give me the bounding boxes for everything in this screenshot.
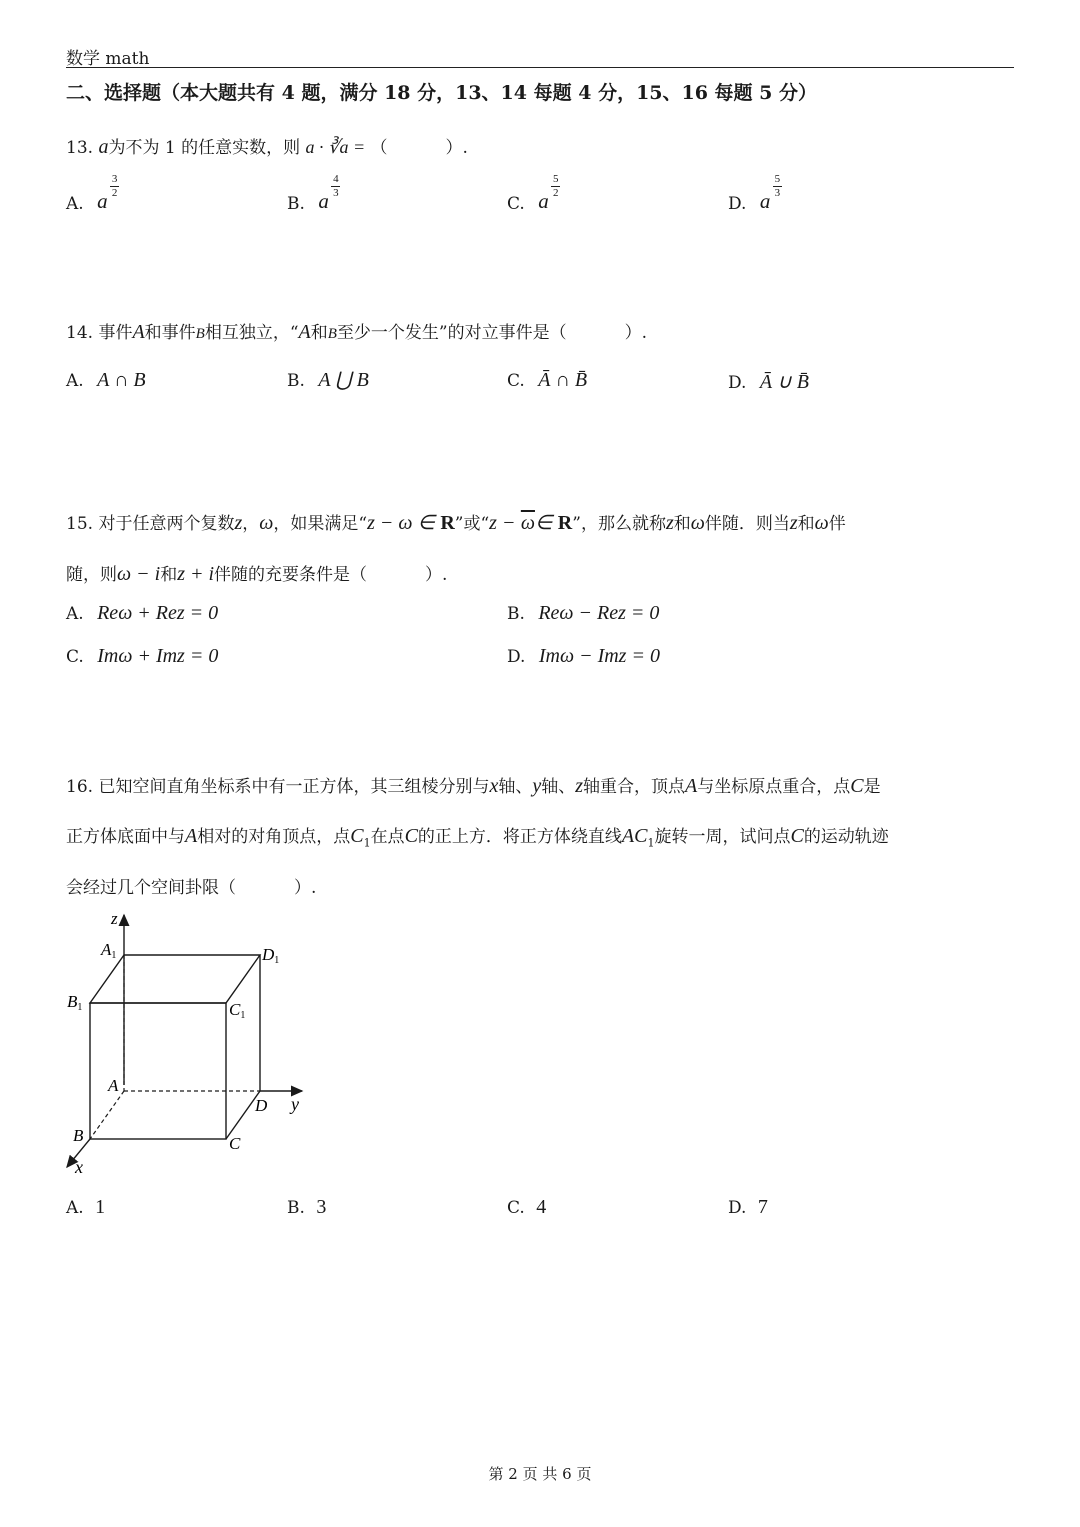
label-C1: C1 [229, 1000, 246, 1021]
question-text: 轴、 [498, 777, 533, 797]
question-text: 和 [673, 514, 691, 534]
label-B1: B1 [67, 992, 83, 1013]
question-text: 相对的对角顶点，点 [197, 827, 351, 847]
label-D: D [255, 1096, 268, 1115]
question-text: 轴、 [541, 777, 576, 797]
question-text: 与坐标原点重合，点 [697, 777, 851, 797]
math-var: C [850, 775, 864, 797]
question-15-line1 [66, 509, 846, 535]
math-var: z [234, 512, 243, 534]
math-var: ω [690, 512, 705, 534]
complex-expr: Reω + Rez = 0 [97, 602, 219, 624]
math-var: ω [814, 512, 829, 534]
complex-expr: Imω + Imz = 0 [97, 645, 219, 667]
math-var: z [575, 775, 584, 797]
math-var: x [489, 775, 499, 797]
power-expr: a 3 2 [97, 173, 118, 213]
option-label: D. [728, 373, 747, 393]
math-var: y [532, 775, 542, 797]
question-text: 正方体底面中与 [66, 827, 185, 847]
question-text: 轴重合，顶点 [583, 777, 686, 797]
math-var: a [98, 136, 109, 158]
option-a[interactable] [66, 1196, 105, 1219]
option-label: C. [507, 1198, 525, 1218]
subscript: 1 [363, 836, 371, 850]
math-expr: z + i [177, 563, 215, 585]
question-number: 14. [66, 323, 94, 343]
real-set: R [557, 512, 573, 534]
option-value: 3 [316, 1196, 327, 1218]
section-title: 二、选择题（本大题共有 4 题，满分 18 分，13、14 每题 4 分，15、16 每题 5 分） [66, 82, 818, 104]
option-d[interactable] [728, 173, 782, 214]
question-text: 旋转一周，试问点 [654, 827, 791, 847]
math-var: C [404, 825, 418, 847]
paren-open: （ [370, 138, 388, 158]
paren-close: ）. [445, 138, 468, 158]
option-label: D. [507, 647, 526, 667]
label-D1: D1 [262, 945, 280, 966]
paren-close: ）. [425, 565, 448, 585]
question-text: 伴随的充要条件是（ [214, 565, 368, 585]
option-c[interactable] [66, 645, 218, 668]
question-15-line2 [66, 560, 447, 586]
question-text: 伴 [828, 514, 846, 534]
option-label: A. [66, 194, 84, 214]
subscript: 1 [647, 836, 655, 850]
label-C: C [229, 1134, 241, 1153]
math-var: A [685, 775, 698, 797]
math-var: B [195, 326, 205, 342]
label-A: A [108, 1076, 119, 1095]
complex-expr: Imω − Imz = 0 [538, 645, 660, 667]
question-text: 至少一个发生”的对立事件是（ [336, 323, 567, 343]
power-expr: a 5 2 [538, 173, 559, 213]
option-label: D. [728, 1198, 747, 1218]
math-expr: z − ω ∈ [367, 512, 435, 534]
label-x: x [75, 1157, 83, 1177]
question-text: 和 [797, 514, 815, 534]
math-var: C [350, 825, 364, 847]
question-13 [66, 133, 468, 159]
question-text: 的正上方．将正方体绕直线 [417, 827, 622, 847]
paren-close: ）. [624, 323, 648, 343]
math-var: C [790, 825, 804, 847]
option-label: B. [287, 194, 305, 214]
option-label: A. [66, 604, 84, 624]
math-var: A [132, 321, 145, 343]
math-var: z [665, 512, 674, 534]
option-b[interactable] [287, 1196, 326, 1219]
option-d[interactable] [507, 645, 660, 668]
option-d[interactable] [728, 369, 809, 394]
real-set: R [440, 512, 455, 534]
option-label: C. [507, 371, 525, 391]
question-16-line3 [66, 873, 316, 898]
option-a[interactable] [66, 369, 146, 392]
math-var: A [185, 825, 198, 847]
question-text: 和 [310, 323, 328, 343]
option-a[interactable] [66, 602, 218, 625]
paren-close: ）. [294, 878, 317, 898]
label-B: B [73, 1126, 84, 1145]
question-text: 会经过几个空间卦限（ [66, 878, 236, 898]
label-z: z [111, 909, 118, 928]
option-c[interactable] [507, 369, 587, 392]
option-b[interactable] [507, 602, 659, 625]
punct: ， [242, 514, 260, 534]
question-text: 事件 [98, 323, 133, 343]
question-text: ，如果满足“ [273, 514, 368, 534]
set-expr: A ∩ B [97, 369, 146, 391]
option-label: B. [507, 604, 525, 624]
option-label: A. [66, 371, 84, 391]
option-b[interactable] [287, 367, 369, 392]
option-d[interactable] [728, 1196, 768, 1219]
option-a[interactable] [66, 173, 119, 214]
option-label: C. [66, 647, 84, 667]
page-header: 数学 math [66, 49, 150, 69]
label-A1: A1 [101, 940, 117, 961]
math-var: B [327, 326, 337, 342]
question-text: 相互独立，“ [204, 323, 299, 343]
question-text: ”或“ [454, 514, 490, 534]
question-text: 随，则 [66, 565, 117, 585]
question-text: 为不为 1 的任意实数，则 [108, 138, 301, 158]
power-expr: a 4 3 [318, 173, 339, 213]
question-text: 对于任意两个复数 [98, 514, 235, 534]
question-number: 13. [66, 138, 94, 158]
page-footer: 第 2 页 共 6 页 [488, 1465, 592, 1483]
complex-expr: Reω − Rez = 0 [538, 602, 660, 624]
option-value: 7 [757, 1196, 768, 1218]
question-text: ”，那么就称 [572, 514, 666, 534]
option-label: A. [66, 1198, 84, 1218]
option-value: 1 [95, 1196, 106, 1218]
math-expr: a · ∛a = [305, 137, 366, 157]
math-var: ω [259, 512, 274, 534]
question-text: 和 [160, 565, 178, 585]
header-divider [66, 67, 1014, 68]
math-var: A [298, 321, 311, 343]
math-var: z [789, 512, 798, 534]
math-var: AC [621, 825, 648, 847]
question-text: 已知空间直角坐标系中有一正方体，其三组棱分别与 [98, 777, 490, 797]
option-label: D. [728, 194, 747, 214]
question-text: 在点 [370, 827, 405, 847]
option-label: C. [507, 194, 525, 214]
math-expr: z − [489, 512, 516, 534]
question-text: 是 [863, 777, 881, 797]
option-c[interactable] [507, 173, 560, 214]
set-expr: Ā ∩ B̄ [538, 369, 588, 391]
math-expr: ∈ [534, 512, 553, 534]
cube-figure [55, 905, 315, 1180]
option-value: 4 [536, 1196, 547, 1218]
option-c[interactable] [507, 1196, 546, 1219]
conjugate-omega: $\overline{\omega}$ [520, 512, 535, 534]
math-expr: ω − i [117, 563, 161, 585]
question-text: 和事件 [144, 323, 196, 343]
label-y: y [291, 1094, 299, 1114]
option-label: B. [287, 371, 305, 391]
set-expr: Ā ∪ B̄ [759, 371, 809, 393]
question-16-line1 [66, 772, 881, 798]
set-expr: A ⋃ B [318, 369, 369, 391]
option-b[interactable] [287, 173, 340, 214]
question-text: 的运动轨迹 [803, 827, 889, 847]
power-expr: a 5 3 [759, 173, 781, 213]
question-16-line2 [66, 822, 889, 849]
question-text: 伴随．则当 [704, 514, 790, 534]
option-label: B. [287, 1198, 305, 1218]
question-14 [66, 318, 647, 344]
question-number: 16. [66, 777, 94, 797]
question-number: 15. [66, 514, 94, 534]
